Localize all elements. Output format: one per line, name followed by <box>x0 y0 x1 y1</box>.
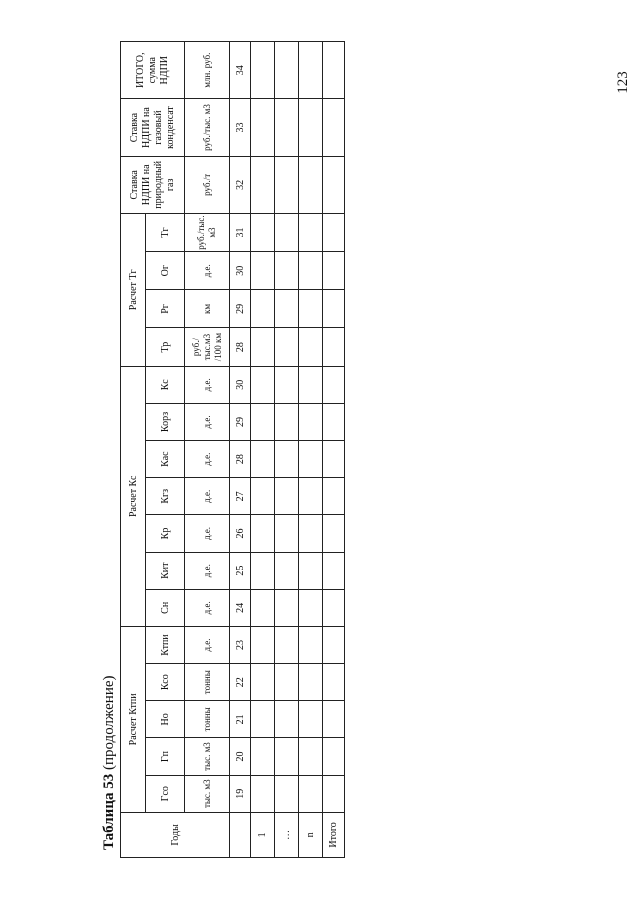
column-number-cell: 34 <box>230 42 251 99</box>
column-number-cell: 20 <box>230 738 251 775</box>
col-header: Тг <box>146 213 185 251</box>
column-number-cell <box>230 812 251 857</box>
col-header: Кит <box>146 552 185 589</box>
unit-cell: д.е. <box>185 403 230 440</box>
unit-cell: км <box>185 290 230 328</box>
page-number: 123 <box>614 71 631 94</box>
col-header: Кс <box>146 366 185 403</box>
column-number-cell: 21 <box>230 701 251 738</box>
rotated-page-content <box>98 38 358 858</box>
caption-suffix: (продолжение) <box>101 675 117 771</box>
column-number-row <box>230 42 251 858</box>
column-number-cell: 32 <box>230 156 251 213</box>
col-header: Гсо <box>146 775 185 812</box>
col-header: Но <box>146 701 185 738</box>
table-row <box>275 42 299 858</box>
group-ktpi-header: Расчет Ктпи <box>121 626 146 812</box>
col-header: Кр <box>146 515 185 552</box>
row-label: Итого <box>323 812 345 857</box>
column-number-cell: 19 <box>230 775 251 812</box>
unit-cell: тыс. м3 <box>185 775 230 812</box>
unit-cell: тонны <box>185 664 230 701</box>
column-number-cell: 26 <box>230 515 251 552</box>
unit-cell: д.е. <box>185 366 230 403</box>
header-group-row <box>121 42 146 858</box>
unit-cell: д.е. <box>185 589 230 626</box>
unit-cell: руб./тыс. м3 <box>185 213 230 251</box>
column-number-cell: 30 <box>230 252 251 290</box>
col-header: Гп <box>146 738 185 775</box>
unit-cell: д.е. <box>185 626 230 663</box>
column-number-cell: 23 <box>230 626 251 663</box>
unit-cell: тонны <box>185 701 230 738</box>
column-number-cell: 25 <box>230 552 251 589</box>
table-caption <box>98 38 120 858</box>
column-number-cell: 31 <box>230 213 251 251</box>
ndpi-table <box>120 41 345 858</box>
column-number-cell: 28 <box>230 328 251 366</box>
header-unit-row <box>185 42 230 858</box>
unit-cell: млн. руб. <box>185 42 230 99</box>
row-label: … <box>275 812 299 857</box>
unit-cell: д.е. <box>185 515 230 552</box>
col-header: Ксо <box>146 664 185 701</box>
years-header: Годы <box>121 812 230 857</box>
unit-cell: д.е. <box>185 478 230 515</box>
column-number-cell: 28 <box>230 441 251 478</box>
table-row <box>299 42 323 858</box>
col-header: Тр <box>146 328 185 366</box>
rate-condensate-header: Ставка НДПИ на газовый конденсат <box>121 99 185 156</box>
unit-cell: д.е. <box>185 252 230 290</box>
unit-cell: руб./т <box>185 156 230 213</box>
row-label: 1 <box>251 812 275 857</box>
unit-cell: руб./тыс. м3 <box>185 99 230 156</box>
col-header: Кгз <box>146 478 185 515</box>
column-number-cell: 33 <box>230 99 251 156</box>
rate-gas-header: Ставка НДПИ на природный газ <box>121 156 185 213</box>
col-header: Кас <box>146 441 185 478</box>
column-number-cell: 29 <box>230 403 251 440</box>
col-header: Рг <box>146 290 185 328</box>
column-number-cell: 29 <box>230 290 251 328</box>
unit-cell: руб./тыс.м3 /100 км <box>185 328 230 366</box>
column-number-cell: 24 <box>230 589 251 626</box>
unit-cell: д.е. <box>185 441 230 478</box>
caption-title: Таблица 53 <box>101 773 117 850</box>
column-number-cell: 27 <box>230 478 251 515</box>
column-number-cell: 22 <box>230 664 251 701</box>
col-header: Корз <box>146 403 185 440</box>
col-header: Сн <box>146 589 185 626</box>
row-label: n <box>299 812 323 857</box>
table-row <box>251 42 275 858</box>
col-header: Ог <box>146 252 185 290</box>
unit-cell: тыс. м3 <box>185 738 230 775</box>
group-tg-header: Расчет Тг <box>121 213 146 366</box>
total-ndpi-header: ИТОГО, сумма НДПИ <box>121 42 185 99</box>
col-header: Ктпи <box>146 626 185 663</box>
unit-cell: д.е. <box>185 552 230 589</box>
column-number-cell: 30 <box>230 366 251 403</box>
group-kc-header: Расчет Кс <box>121 366 146 626</box>
total-row <box>323 42 345 858</box>
